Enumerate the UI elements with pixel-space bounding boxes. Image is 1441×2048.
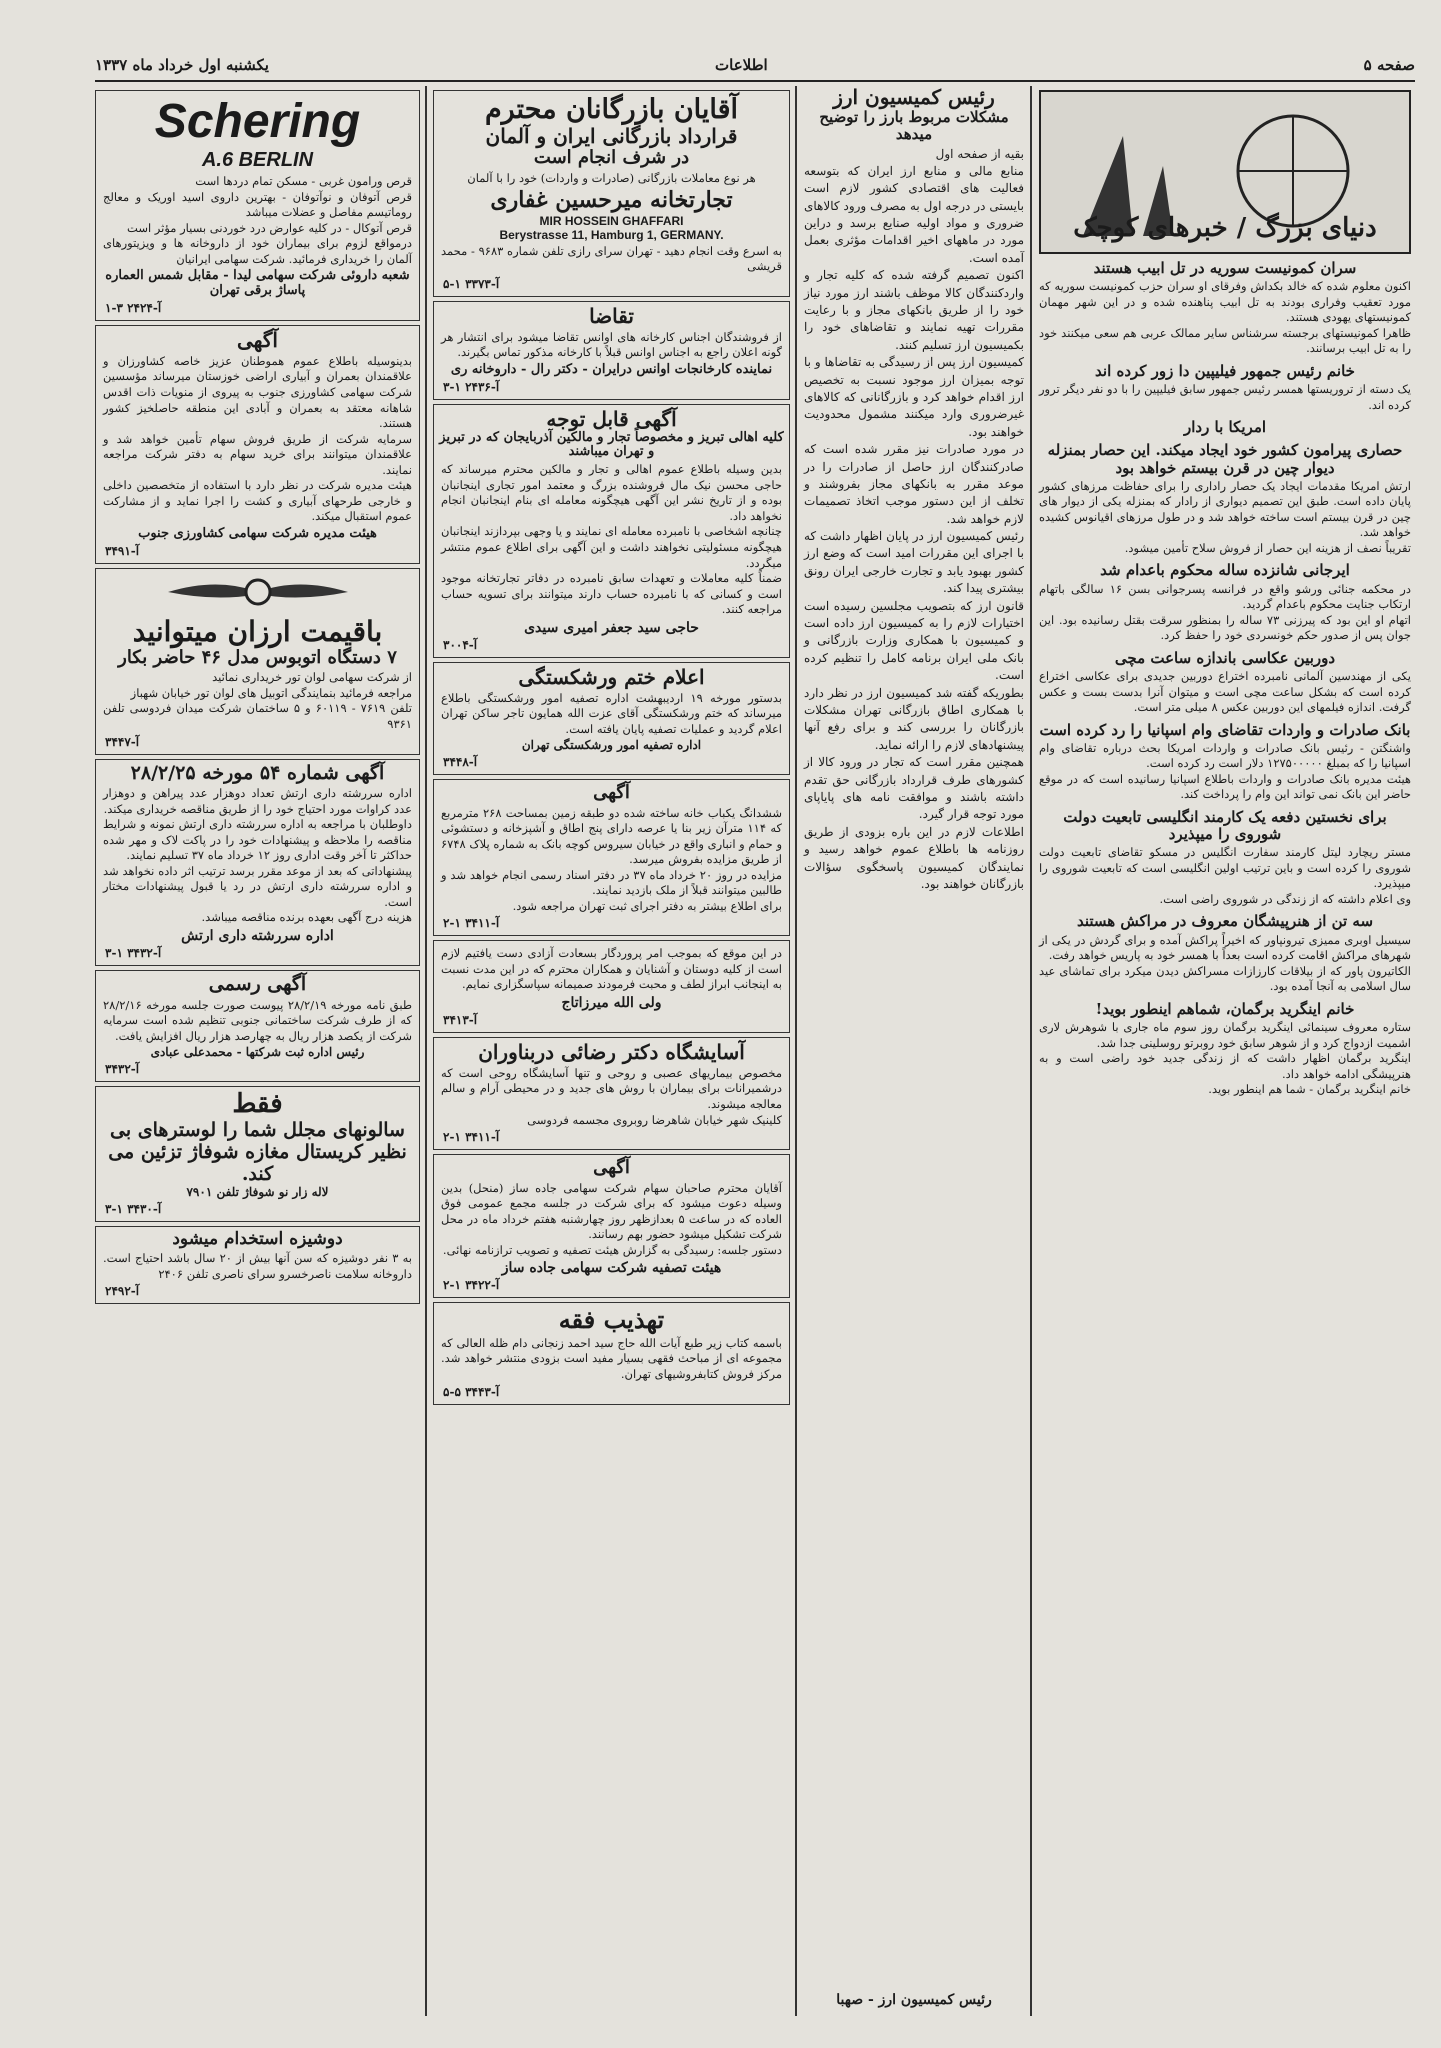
ad-tender xyxy=(95,759,420,967)
schering-logo: Schering xyxy=(154,95,361,148)
column-rule xyxy=(1030,86,1032,2016)
article-title: خانم اینگرید برگمان، شماهم اینطور بوید! xyxy=(1095,999,1355,1018)
article-subtitle: مشکلات مربوط بارز را توضیح میدهد xyxy=(819,108,1009,144)
banner-title: دنیای بزرگ / خبرهای کوچک xyxy=(1073,213,1377,244)
ad-ref: آ-۳۴۴۷ xyxy=(105,734,140,749)
ad-ref: آ-۲۴۳۶ ۱-۳ xyxy=(443,379,500,394)
ad-request xyxy=(433,301,790,400)
ad-text: ششدانگ یکباب خانه ساخته شده دو طبقه زمین بمساحت ۲۶۸ مترمربع که ۱۱۴ مترآن زیر بنا یا عرصه دارای پنج اطاق و آشپزخانه و دستشوئی و حمام و انباری واقع در خیابان سیروس کوچه بانک به شماره پلاک ۶۷۴۸ از طریق مزایده بفروش میرسد. مزایده در روز ۲۰ خرداد ماه ۳۷ در دفتر اسناد رسمی انجام خواهد شد و طالبین میتوانند قبلاً از ملک بازدید نمایند. برای اطلاع بیشتر به دفتر اجرای ثبت تهران مراجعه شود. xyxy=(441,805,783,913)
article-signature: رئیس کمیسیون ارز - صهبا xyxy=(836,1991,992,2008)
ad-title: آگهی قابل توجه xyxy=(546,406,677,431)
ad-text: در این موقع که بموجب امر پروردگار بسعادت آزادی دست یافتیم لازم است از کلیه دوستان و آشنایان و همکاران محترم که در این مدت نسبت به اینجانب ابراز لطف و محبت فرمودند صمیمانه سپاسگزاری نمایم. xyxy=(441,946,782,992)
ad-title: فقط xyxy=(232,1089,283,1120)
ad-title: آگهی رسمی xyxy=(208,973,307,996)
ad-text: بدینوسیله باطلاع عموم هموطنان عزیز خاصه کشاورزان و علاقمندان بعمران و آبیاری اراضی خوزستان میرساند مؤسسین شرکت سهامی کشاورزی جنوب به پیروی از منویات ذات اقدس شاهانه معتقد به بعمران و آبادی این منطقه حاصلخیز کشور هستند. سرمایه شرکت از طریق فروش سهام تأمین خواهد شد و علاقمندان میتوانند برای خرید سهام به دفتر شرکت مراجعه نمایند. هیئت مدیره شرکت در نظر دارد با استفاده از متخصصین داخلی و خارجی طرحهای آبیاری و کشت را اجرا نماید و از مشارکت عموم استقبال میکند. xyxy=(103,353,412,524)
ad-title: آگهی xyxy=(593,1157,630,1179)
header-date: یکشنبه اول خرداد ماه ۱۳۳۷ xyxy=(95,56,269,74)
ad-signature: ولی الله میرزاتاج xyxy=(561,994,662,1011)
article-title: حصاری پیرامون کشور خود ایجاد میکند. این حصار بمنزله دیوار چین در قرن بیستم خواهد بود xyxy=(1047,441,1403,477)
article-body: یک دسته از تروریستها همسر رئیس جمهور سابق فیلیپین را با دو نفر دیگر ترور کرده اند. xyxy=(1039,382,1411,412)
ads-column-left xyxy=(92,86,423,2016)
news-column-right xyxy=(1035,86,1415,2016)
header-page-number: صفحه ۵ xyxy=(1363,56,1415,74)
article-title: خانم رئیس جمهور فیلیپین دا زور کرده اند xyxy=(1095,361,1355,380)
article-title: ایرجانی شانزده ساله محکوم باعدام شد xyxy=(1100,561,1350,580)
article-body: سیسیل اوبری ممیزی تیرونپاور که اخیراً پراکش آمده و برای گردش در یکی از شهرهای مراکش اقامت کرده است بعداً با همسر خود به پاریس خواهد رفت. الکاتیرون پاور که از بیلاقات کارزازات مسراکش دیدن میکرد برای تماشای عید سال اسلامی به آنجا آمده بود. xyxy=(1039,932,1411,994)
ad-ref: آ-۳۴۴۳ ۵-۵ xyxy=(443,1384,500,1399)
article-title: امریکا با ردار xyxy=(1183,418,1267,437)
ad-company: تجارتخانه میرحسین غفاری xyxy=(490,187,733,214)
ad-title: آگهی شماره ۵۴ مورخه ۲۸/۲/۲۵ xyxy=(130,761,385,784)
news-article xyxy=(1035,650,1415,716)
ad-latin-address: Berystrasse 11, Hamburg 1, GERMANY. xyxy=(499,227,724,242)
ad-text: مخصوص بیماریهای عصبی و روحی و تنها آسایشگاه روحی است که درشمیرانات برای بیماران با روش های جدید و در محیطی آرام و سالم معالجه میشوند. کلینیک شهر خیابان شاهرضا روبروی مجسمه فردوسی xyxy=(441,1065,782,1127)
ad-title: آسایشگاه دکتر رضائی دربناوران xyxy=(478,1039,745,1064)
ad-contact: شعبه داروئی شرکت سهامی لیدا - مقابل شمس العماره پاساژ برقی تهران xyxy=(105,268,410,299)
article-body: بقیه از صفحه اول منابع مالی و منابع ارز ایران که بتوسعه فعالیت های اقتصادی کشور لازم است بایستی در درجه اول به مصرف ورود کالاهای ضروری و مواد اولیه صنایع برسد و دراین مورد در ماههای اخیر اقدامات مؤثری بعمل آمده است. اکنون تصمیم گرفته شده که کلیه تجار و واردکنندگان کالا موظف باشند ارز مورد نیاز خود را از طریق بانکهای مجاز و با رعایت مقررات تهیه نمایند و تقاضاهای خود را بکمیسیون ارز تسلیم کنند. کمیسیون ارز پس از رسیدگی به تقاضاها و با توجه بمیزان ارز موجود نسبت به تخصیص ارز اقدام خواهد کرد و بازرگانانی که کالاهای غیرضروری وارد میکنند مشمول محدودیت خواهند بود. در مورد صادرات نیز مقرر شده است که صادرکنندگان ارز حاصل از صادرات را در موعد مقرر به بانکهای مجاز بفروشند و تخلف از این دستور موجب اتخاذ تصمیمات لازم خواهد شد. رئیس کمیسیون ارز در پایان اظهار داشت که با اجرای این مقررات امید است که وضع ارز کشور بهبود یابد و تجارت خارجی ایران رونق بیشتری پیدا کند. قانون ارز که بتصویب مجلسین رسیده است اختیارات لازم را به کمیسیون ارز داده است و کمیسیون با همکاری وزارت بازرگانی و بانک ملی ایران برنامه کامل را تنظیم کرده است. بطوریکه گفته شد کمیسیون ارز در نظر دارد با همکاری اطاق بازرگانی تهران مشکلات بازرگانان را بررسی کند و برای رفع آنها پیشنهادهای لازم را ارائه نماید. همچنین مقرر است که تجار در ورود کالا از کشورهای طرف قرارداد بازرگانی حق تقدم داشته باشند و موافقت نامه های پایاپای مورد توجه قرار گیرد. اطلاعات لازم در این باره بزودی از طریق روزنامه ها باطلاع عموم خواهد رسید و نمایندگان کمیسیون پاسخگوی سؤالات بازرگانان خواهند بود. xyxy=(804,146,1024,891)
ad-text: طبق نامه مورخه ۲۸/۲/۱۹ پیوست صورت جلسه مورخه ۲۸/۲/۱۶ که از طرف شرکت ساختمانی جنوبی تنظیم شده است سرمایه شرکت از یکصد هزار ریال به چهارصد هزار ریال افزایش یافت. xyxy=(103,997,412,1043)
ad-chandeliers xyxy=(95,1086,420,1221)
ad-buses xyxy=(95,568,420,755)
ad-ref: آ-۳۰۰۴ xyxy=(443,637,478,652)
article-body: اکنون معلوم شده که خالد بکداش وفرقای او سران حزب کمونیست سوریه که مورد تعقیب وفراری بودند به تل ابیب پناهنده شده و در این شهر مهمان کمونیستهای یهودی هستند. ظاهرا کمونیستهای برجسته سرشناس سایر ممالک عربی هم سعی میکنند خود را به تل ابیب برسانند. xyxy=(1039,279,1411,356)
ad-title: باقیمت ارزان میتوانید xyxy=(132,614,383,648)
ad-ref: آ-۳۴۲۲ ۱-۲ xyxy=(443,1278,500,1293)
ad-book xyxy=(433,1302,790,1404)
ad-ref: آ-۳۴۴۸ xyxy=(443,755,478,770)
ad-text: هر نوع معاملات بازرگانی (صادرات و واردات) خود را با آلمان xyxy=(467,170,756,185)
ad-text: قرص ورامون غربی - مسکن تمام دردها است قرص آتوفان و نوآتوفان - بهترین داروی اسید اوریک و معالج روماتیسم مفاصل و عضلات میباشد قرص آتوکال - در کلیه عوارض درد خوردنی بسیار مؤثر است درمواقع لزوم برای بیماران خود از داروخانه ها و ویزیتورهای آلمان را خریداری فرمائید. شرکت سهامی ایرانیان xyxy=(103,174,412,266)
ad-shareholders xyxy=(433,1154,790,1298)
article-body: مستر ریچارد لیتل کارمند سفارت انگلیس در مسکو تقاضای تابعیت دولت شوروی را کرده است و باین ترتیب اولین انگلیسی است که تابعیت شوروی را میپذیرد. وی اعلام داشته که از زندگی در شوروی راضی است. xyxy=(1039,845,1411,906)
news-article xyxy=(1035,419,1415,436)
article-body: در محکمه جنائی ورشو واقع در فرانسه پسرجوانی بسن ۱۶ سالگی باتهام ارتکاب جنایت محکوم باعدام گردید. اتهام او این بود که پیرزنی ۷۳ ساله را بمنظور سرقت بقتل رسانیده بود. این جوان پس از صدور حکم خونسردی خود را حفظ کرد. xyxy=(1039,581,1411,643)
ad-bankruptcy xyxy=(433,662,790,775)
ad-title: تقاضا xyxy=(589,303,634,328)
ad-text: از شرکت سهامی لوان تور خریداری نمائید مراجعه فرمائید بنمایندگی اتوبیل های لوان تور خیابان شهباز تلفن ۷۶۱۹ - ۶۰۱۱۹ و ۵ ساختمان شرکت میدان فردوسی تلفن ۹۳۶۱ xyxy=(103,670,412,731)
ad-title: اعلام ختم ورشکستگی xyxy=(518,664,705,689)
ad-text: از فروشندگان اجناس کارخانه های اوانس تقاضا میشود برای انتشار هر گونه اعلان راجع به اجناس اوانس قبلاً با کارخانه مذکور تماس بگیرند. xyxy=(441,329,782,360)
ad-ref: آ-۳۴۹۱ xyxy=(105,543,140,558)
ad-notice-tabriz xyxy=(433,404,790,658)
ad-agriculture xyxy=(95,325,420,564)
news-article xyxy=(1035,913,1415,994)
ad-signature: حاجی سید جعفر امیری سیدی xyxy=(524,619,699,636)
article-title: دوربین عکاسی باندازه ساعت مچی xyxy=(1114,648,1336,667)
article-body: یکی از مهندسین آلمانی نامبرده اختراع دوربین جدیدی برای عکاسی اختراع کرده است که بشکل ساعت مچی است و میتوان آنرا بدست بست و عکس گرفت. اندازه فیلمهای این دوربین عکس ۸ میلی متر است. xyxy=(1039,669,1411,715)
ad-contact: به اسرع وقت انجام دهید - تهران سرای رازی تلفن شماره ۹۶۸۳ - محمد قریشی xyxy=(441,243,782,274)
ad-schering xyxy=(95,90,420,321)
news-column-mid-right xyxy=(800,86,1028,2016)
ad-ref: آ-۳۴۱۳ xyxy=(443,1012,478,1027)
page-header xyxy=(95,50,1415,82)
ad-text: سالونهای مجلل شما را لوسترهای بی نظیر کریستال مغازه شوفاژ تزئین می کند. xyxy=(108,1119,407,1185)
ad-ref: آ-۳۴۱۱ ۱-۲ xyxy=(443,1130,500,1145)
ad-title: آگهی xyxy=(593,782,630,804)
ad-text: بدین وسیله باطلاع عموم اهالی و تجار و مالکین محترم میرساند که حاجی محسن نیک مال فروشنده بزرگ و معتمد امور تجاری اینجانبان بوده و از تاریخ نشر این آگهی هیچگونه معامله ای بنام اینجانبان انجام نخواهد داد. چنانچه اشخاصی با نامبرده معامله ای نمایند و یا وجهی بپردازند اینجانبان هیچگونه مسئولیتی نخواهند داشت و این آگهی برای اطلاع عموم منتشر میگردد. ضمناً کلیه معاملات و تعهدات سابق نامبرده در دفاتر تجارتخانه موجود است و کسانی که با نامبرده حساب دارند میتوانند برای تسویه حساب مراجعه کنند. xyxy=(441,462,782,617)
ad-title: دوشیزه استخدام میشود xyxy=(172,1228,343,1249)
article-title: رئیس کمیسیون ارز xyxy=(833,86,995,109)
ad-signature: اداره تصفیه امور ورشکستگی تهران xyxy=(521,738,702,753)
ad-latin-name: MIR HOSSEIN GHAFFARI xyxy=(539,213,684,228)
news-article xyxy=(1035,1001,1415,1098)
ad-official xyxy=(95,970,420,1082)
ad-title: آگهی xyxy=(237,327,278,352)
article-body: ستاره معروف سینمائی اینگرید برگمان روز سوم ماه جاری با شوهرش لاری اشمیت ازدواج کرد و از شوهر سابق خود روبرتو روسلینی جدا شد. اینگرید برگمان اظهار داشت که از زندگی جدید خود راضی است و به هنرپیشگی ادامه خواهد داد. خانم اینگرید برگمان - شما هم اینطور بوید. xyxy=(1039,1019,1411,1097)
news-article xyxy=(1035,562,1415,643)
ad-text: آقایان محترم صاحبان سهام شرکت سهامی جاده ساز (منحل) بدین وسیله دعوت میشود که برای شرکت در جلسه مجمع عمومی فوق العاده که در ساعت ۵ بعدازظهر روز چهارشنبه هفتم خرداد ماه در محل شرکت تشکیل میشود حضور بهم رسانند. دستور جلسه: رسیدگی به گزارش هیئت تصفیه و تصویب ترازنامه نهائی. xyxy=(441,1180,782,1257)
ad-text: به ۳ نفر دوشیزه که سن آنها بیش از ۲۰ سال باشد احتیاج است. داروخانه سلامت ناصرخسرو سرای ناصری تلفن ۲۴۰۶ xyxy=(103,1251,412,1281)
article-title: سه تن از هنرپیشگان معروف در مراکش هستند xyxy=(1076,912,1374,931)
ad-subtitle: ۷ دستگاه اتوبوس مدل ۴۶ حاضر بکار xyxy=(118,646,397,668)
ad-text: اداره سررشته داری ارتش تعداد دوهزار عدد پیراهن و دوهزار عدد کراوات مورد احتیاج خود را از طریق مناقصه خریداری میکند. داوطلبان با مراجعه به اداره سررشته داری ارتش نمونه و شرایط مناقصه را ملاحظه و پیشنهادات خود را در پاکت لاک و مهر شده حداکثر تا آخر وقت اداری روز ۱۲ خرداد ماه ۳۷ تسلیم نمایند. پیشنهاداتی که بعد از موعد مقرر برسد ترتیب اثر داده نخواهد شد و اداره سررشته داری ارتش در رد یا قبول پیشنهادات مختار است. هزینه درج آگهی بعهده برنده مناقصه میباشد. xyxy=(103,786,412,925)
ad-signature: هیئت مدیره شرکت سهامی کشاورزی جنوب xyxy=(138,525,377,541)
column-rule xyxy=(425,86,427,2016)
ad-ref: آ-۲۴۹۲ xyxy=(105,1284,140,1299)
article-list xyxy=(1035,260,1415,1098)
ad-ref: آ-۲۴۲۴ ۳-۱ xyxy=(105,300,162,315)
news-article xyxy=(1035,363,1415,413)
news-article xyxy=(1035,809,1415,908)
wheel-emblem-icon xyxy=(99,572,416,616)
ad-employment xyxy=(95,1226,420,1305)
article-body: واشنگتن - رئیس بانک صادرات و واردات امریکا بحث درباره تقاضای وام اسپانیا را که بمبلغ ۱۲۷۵۰۰۰۰۰ دلار است رد کرده است. هیئت مدیره بانک صادرات و واردات باطلاع اسپانیا رسانیده است که در موقع حاضر این بانک نمی تواند این وام را پرداخت کند. xyxy=(1039,740,1411,802)
ad-signature: اداره سررشته داری ارتش xyxy=(181,928,334,944)
ad-signature: رئیس اداره ثبت شرکتها - محمدعلی عبادی xyxy=(150,1045,365,1060)
ad-subtitle: قرارداد بازرگانی ایران و آلمان xyxy=(485,124,738,149)
article-body: ارتش امریکا مقدمات ایجاد یک حصار راداری را برای حفاظت مرزهای کشور پایان داده است. طبق این تصمیم دیواری از رادار که بمنزله یکی از دیوار های چین در قرن بیستم است ساخته خواهد شد و در طول مرزهای اقیانوس کشیده خواهد شد. تقریباً نصف از هزینه این حصار از فروش سلاح تأمین میشود. xyxy=(1039,478,1411,555)
ad-contact: لاله زار نو شوفاژ تلفن ۷۹۰۱ xyxy=(186,1184,329,1199)
column-rule xyxy=(795,86,797,2016)
news-article xyxy=(1035,442,1415,556)
ad-sanatorium xyxy=(433,1037,790,1150)
ad-house-sale xyxy=(433,779,790,936)
ad-signature: هیئت تصفیه شرکت سهامی جاده ساز xyxy=(501,1260,722,1277)
ad-ref: آ-۳۴۳۲ ۱-۳ xyxy=(105,946,162,961)
ad-ref: آ-۳۳۷۳ ۱-۵ xyxy=(443,276,500,291)
ads-column-center xyxy=(430,86,793,2016)
ad-subtitle: در شرف انجام است xyxy=(533,147,690,169)
article-title: سران کمونیست سوریه در تل ابیب هستند xyxy=(1093,259,1357,277)
section-banner xyxy=(1039,90,1411,254)
news-article xyxy=(1035,722,1415,803)
ad-text: باسمه کتاب زیر طبع آیات الله حاج سید احمد زنجانی دام ظله العالی که مجموعه ای از مباحث فقهی بسیار مفید است بزودی منتشر خواهد شد. مرکز فروش کتابفروشیهای تهران. xyxy=(441,1335,782,1381)
ad-text: بدستور مورخه ۱۹ اردیبهشت اداره تصفیه امور ورشکستگی باطلاع میرساند که ختم ورشکستگی آقای عزت الله همایون تاجر ساکن تهران اعلام گردید و عملیات تصفیه پایان یافته است. xyxy=(441,690,783,736)
ad-signature: نماینده کارخانجات اوانس درایران - دکتر رال - داروخانه ری xyxy=(450,361,773,377)
ad-trade-germany xyxy=(433,90,790,297)
ad-title: آقایان بازرگانان محترم xyxy=(484,94,739,125)
ad-thanks xyxy=(433,940,790,1033)
ad-ref: آ-۳۴۳۲ xyxy=(105,1062,140,1077)
article-title: بانک صادرات و واردات تقاضای وام اسپانیا را رد کرده است xyxy=(1039,720,1411,739)
ad-ref: آ-۳۴۳۰ ۱-۳ xyxy=(105,1201,162,1216)
news-article xyxy=(1035,260,1415,357)
article-title: برای نخستین دفعه یک کارمند انگلیسی تابعیت دولت شوروی را میپذیرد xyxy=(1063,807,1387,844)
ad-ref: آ-۳۴۱۱ ۱-۲ xyxy=(443,916,500,931)
ad-brand: A.6 BERLIN xyxy=(201,149,314,171)
header-paper-name: اطلاعات xyxy=(715,56,768,74)
ad-subtitle: کلیه اهالی تبریز و مخصوصاً تجار و مالکین آذربایجان که در تبریز و تهران میباشند xyxy=(439,429,784,460)
ad-title: تهذیب فقه xyxy=(558,1305,665,1335)
